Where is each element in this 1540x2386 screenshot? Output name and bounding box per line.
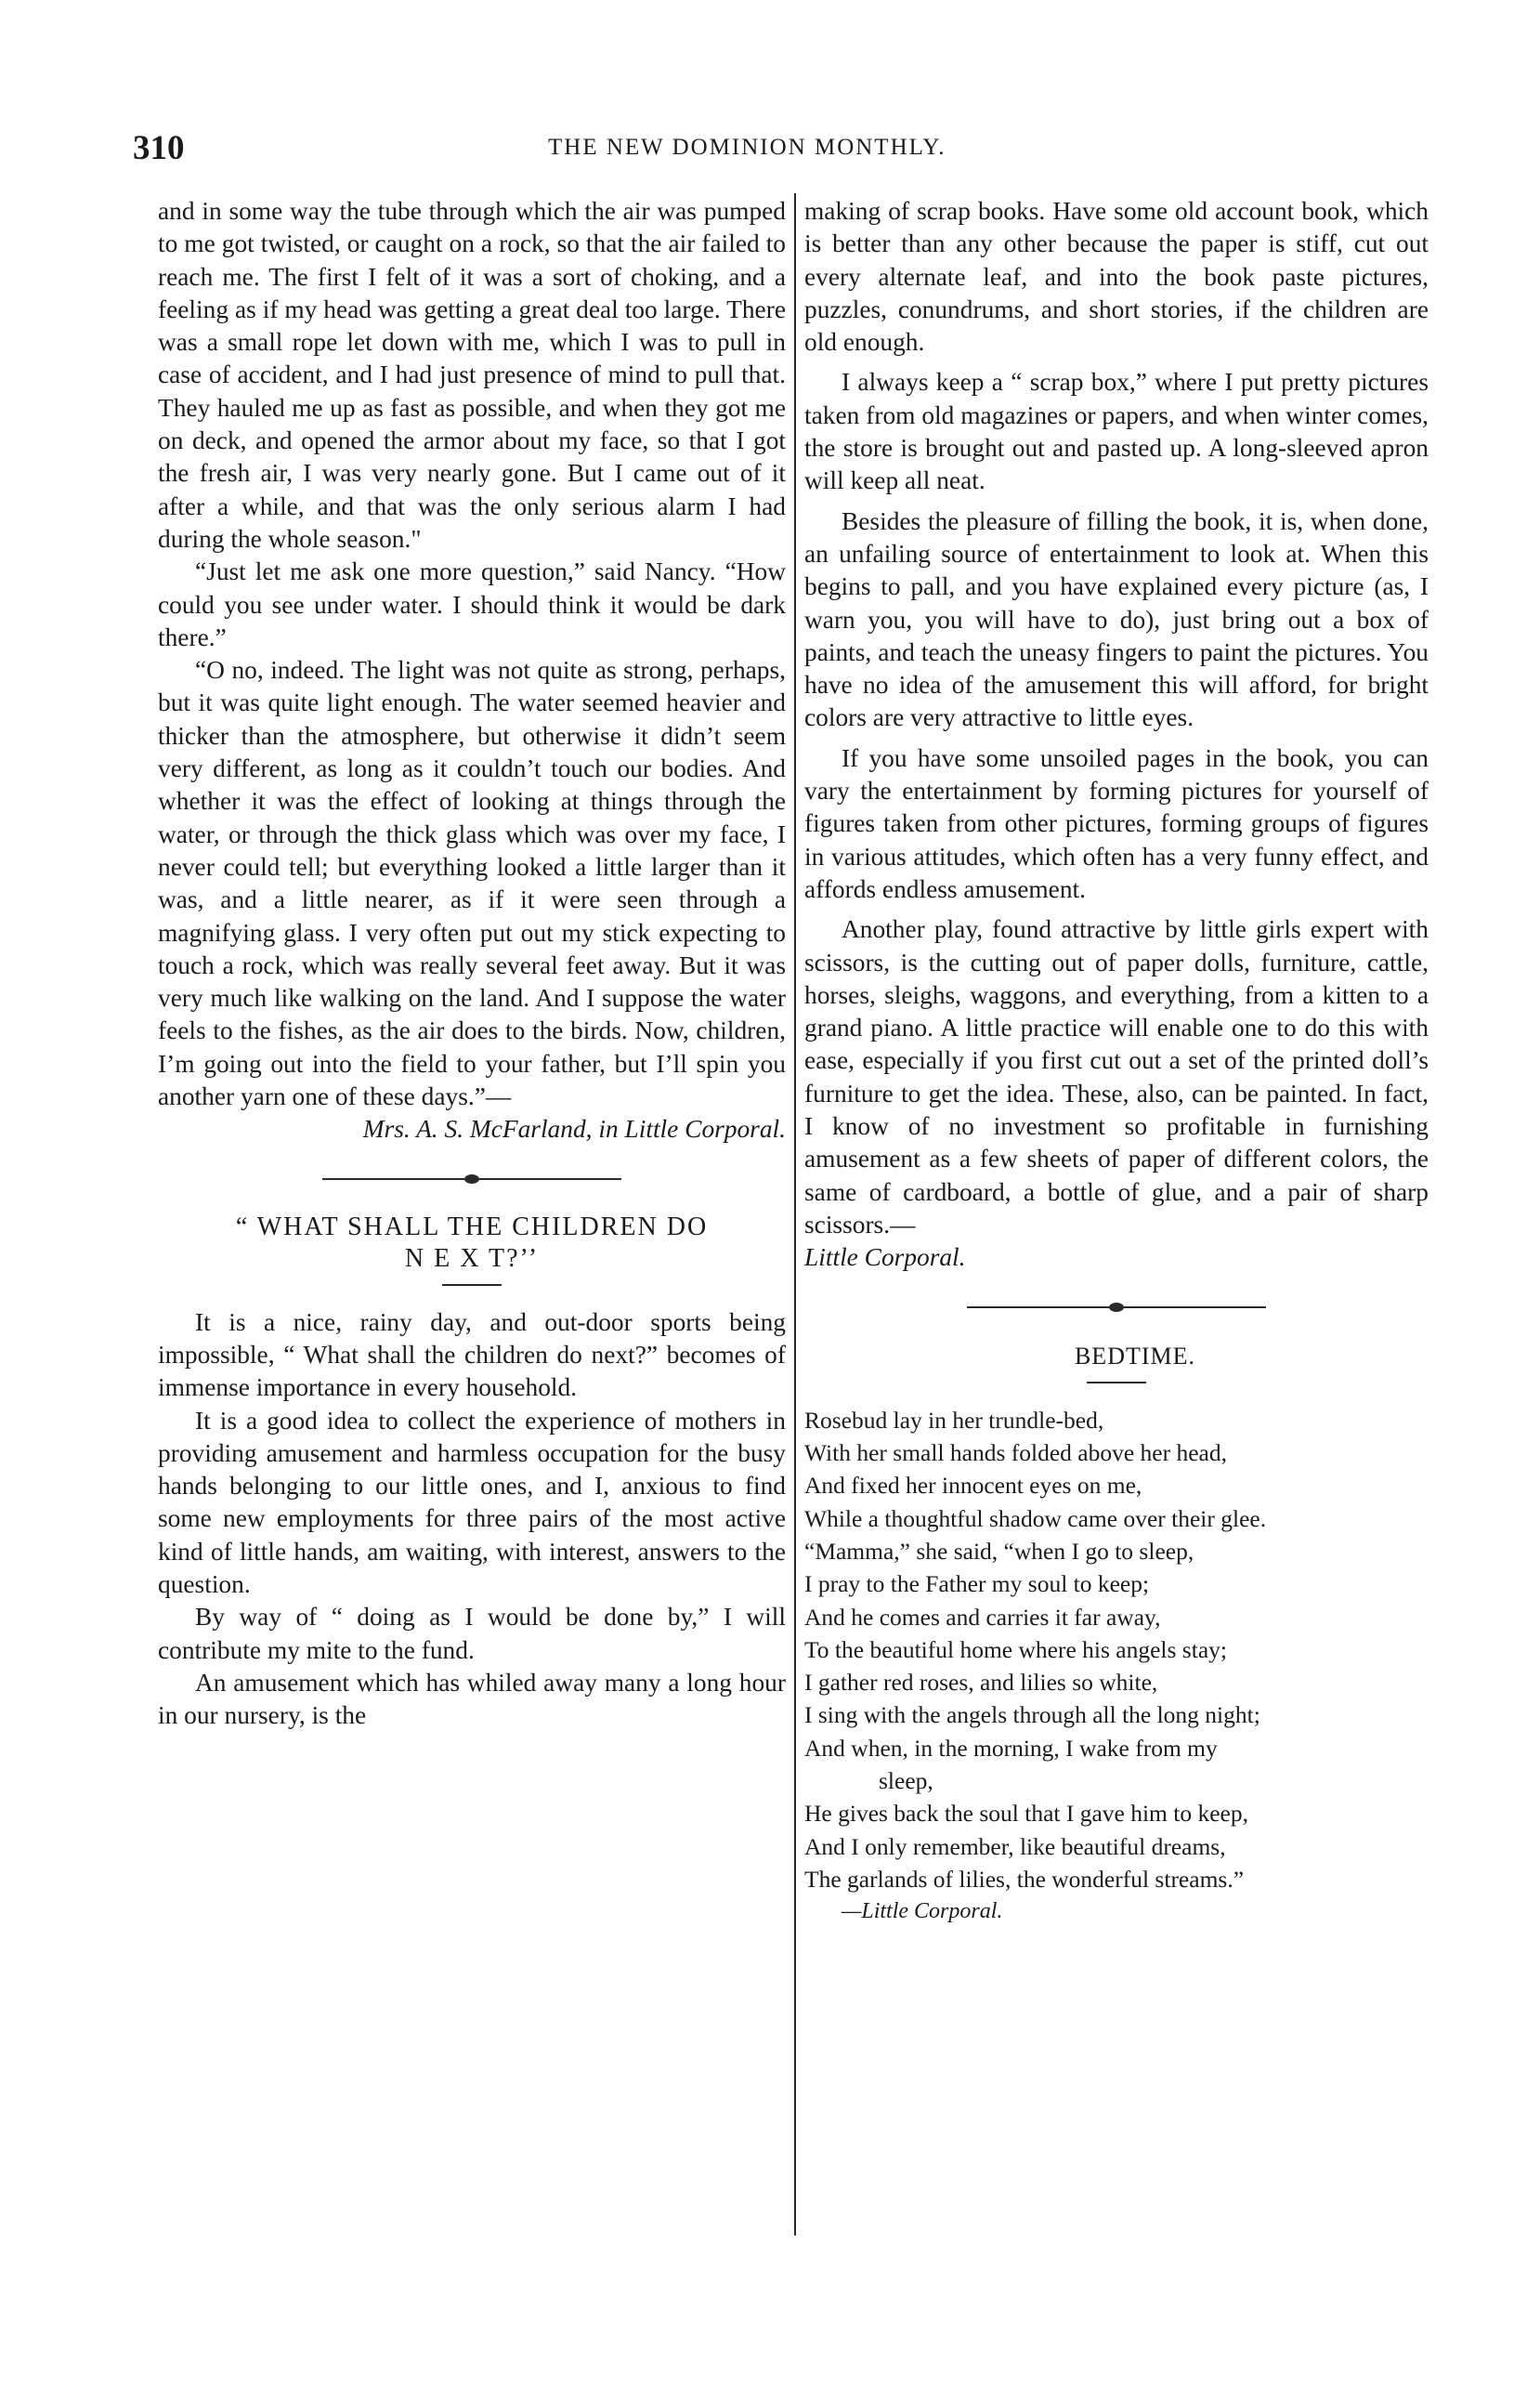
article-title-line: N E X T?’’ [404,1243,540,1273]
poem-line: And fixed her innocent eyes on me, [804,1472,1142,1500]
poem [804,1404,1429,1895]
poem-line: And he comes and carries it far away, [804,1603,1161,1631]
article-title-line: “ WHAT SHALL THE CHILDREN DO [235,1212,709,1241]
article-paragraph: If you have some unsoiled pages in the book, you can vary the entertainment by forming pictures for yourself of figures taken from other pictures, forming groups of figures in various attitudes, which often has a very funny effect, and affords endless amusement. [804,743,1429,903]
poem-line: I gather red roses, and lilies so white, [804,1669,1158,1697]
story-signature: Mrs. A. S. McFarland, in Little Corporal. [362,1115,786,1144]
section-divider [967,1306,1266,1308]
story-paragraph: “O no, indeed. The light was not quite as strong, perhaps, but it was quite light enough. The water seemed heavier and thicker than the atmosphere, but otherwise it didn’t seem very different, as long as it couldn’t touch our bodies. And whether it was the effect of looking at things through the water, or through the thick glass which was over my face, I never could tell; but everything looked a little larger than it was, and a little nearer, as if it were seen through a magnifying glass. I very often put out my stick expecting to touch a rock, which was really several feet away. But it was very much like walking on the land. And I suppose the water feels to the fishes, as the air does to the birds. Now, children, I’m going out into the field to your father, but I’ll spin you another yarn one of these days.”— [158,656,786,1111]
article-paragraph: Another play, found attractive by little girls expert with scissors, is the cutting out of paper dolls, furniture, cattle, horses, sleighs, waggons, and everything, from a kitten to a grand piano. A little practice will enable one to do this with ease, especially if you first cut out a set of the printed doll’s furniture to get the idea. These, also, can be painted. In fact, I know of no investment so profitable in furnishing amusement as a few sheets of paper of different colors, the same of cardboard, a bottle of glue, and a pair of sharp scissors.— [804,915,1429,1239]
page-number: 310 [133,129,185,167]
poem-line: To the beautiful home where his angels stay; [804,1635,1227,1663]
story-paragraph: “Just let me ask one more question,” said Nancy. “How could you see under water. I should think it would be dark there.” [158,557,786,651]
article-title [158,1212,786,1275]
running-head: THE NEW DOMINION MONTHLY. [548,135,946,160]
poem-line: And I only remember, like beautiful dreams, [804,1832,1226,1860]
poem-line: Rosebud lay in her trundle-bed, [804,1406,1104,1434]
title-rule [1087,1382,1146,1383]
article-paragraph: Besides the pleasure of filling the book, it is, when done, an unfailing source of entertainment to look at. When this begins to pall, and you have explained every picture (as, I warn you, you will have to do), just bring out a box of paints, and teach the uneasy fingers to paint the pictures. You have no idea of the amusement this will afford, for bright colors are very attractive to little eyes. [804,506,1429,732]
article-paragraph: By way of “ doing as I would be done by,” I will contribute my mite to the fund. [158,1603,786,1664]
section-divider [322,1178,621,1180]
column-rule [794,193,796,2235]
article-paragraph: making of scrap books. Have some old account book, which is better than any other because the paper is stiff, cut out every alternate leaf, and into the book paste pictures, puzzles, conundrums, and short stories, if the children are old enough. [804,197,1429,357]
title-rule [442,1284,502,1286]
poem-line: I sing with the angels through all the long night; [804,1701,1260,1729]
poem-line: The garlands of lilies, the wonderful streams.” [804,1865,1245,1893]
poem-credit: —Little Corporal. [842,1899,1003,1924]
article-paragraph: An amusement which has whiled away many a long hour in our nursery, is the [158,1668,786,1730]
poem-line: I pray to the Father my soul to keep; [804,1570,1150,1598]
story-paragraph: and in some way the tube through which the air was pumped to me got twisted, or caught on a rock, so that the air failed to reach me. The first I felt of it was a sort of choking, and a feeling as if my head was getting a great deal too large. There was a small rope let down with me, which I was to pull in case of accident, and I had just presence of mind to pull that. They hauled me up as fast as possible, and when they got me on deck, and opened the armor about my face, so that I got the fresh air, I was very nearly gone. But I came out of it after a while, and that was the only serious alarm I had during the whole season." [158,197,786,553]
poem-line: With her small hands folded above her head, [804,1439,1227,1467]
poem-line: sleep, [879,1767,933,1795]
poem-line: He gives back the soul that I gave him to keep, [804,1800,1248,1828]
right-column [804,195,1429,1929]
article-credit: Little Corporal. [804,1243,966,1272]
left-column [158,195,786,1732]
article-paragraph: I always keep a “ scrap box,” where I put pretty pictures taken from old magazines or papers, and when winter comes, the store is brought out and pasted up. A long-sleeved apron will keep all neat. [804,368,1429,495]
poem-title: BEDTIME. [1074,1342,1196,1370]
poem-line: While a thoughtful shadow came over their glee. [804,1504,1267,1532]
article-paragraph: It is a nice, rainy day, and out-door sports being impossible, “ What shall the children do next?” becomes of immense importance in every household. [158,1307,786,1402]
poem-line: “Mamma,” she said, “when I go to sleep, [804,1537,1194,1565]
article-paragraph: It is a good idea to collect the experience of mothers in providing amusement and harmless occupation for the busy hands belonging to our little ones, and I, anxious to find some new employments for three pairs of the most active kind of little hands, am waiting, with interest, answers to the question. [158,1406,786,1598]
poem-line: And when, in the morning, I wake from my [804,1734,1218,1762]
